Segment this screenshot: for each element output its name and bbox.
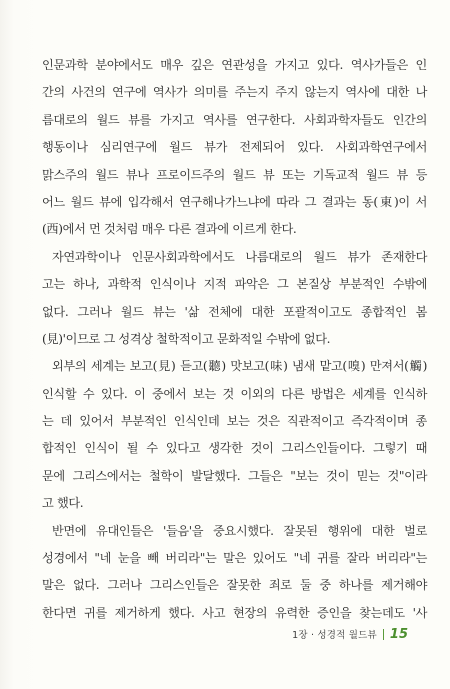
page-footer — [292, 624, 408, 644]
text-line: 없다. 그러나 월드 뷰는 '삶 전체에 대한 포괄적이고도 종합적인 봄 — [42, 304, 427, 319]
paragraph-start-line: 외부의 세계는 보고(見) 듣고(聽) 맛보고(味) 냄새 맡고(嗅) 만져서(觸) — [52, 359, 427, 374]
text-line: 고 했다. — [42, 496, 84, 511]
paragraph-start-line: 자연과학이나 인문사회과학에서도 나름대로의 월드 뷰가 존재한다 — [52, 249, 427, 264]
text-line: 말은 없다. 그러나 그리스인들은 잘못한 죄로 둘 중 하나를 제거해야 — [42, 578, 427, 593]
text-line: 성경에서 "네 눈을 빼 버리라"는 말은 있어도 "네 귀를 잘라 버리라"는 — [42, 551, 427, 566]
text-line: 어느 월드 뷰에 입각해서 연구해나가느냐에 따라 그 결과는 동(東)이 서 — [42, 194, 427, 209]
text-line: 합적인 인식이 될 수 있다고 생각한 것이 그리스인들이다. 그렇기 때 — [42, 441, 427, 456]
text-line: 인문과학 분야에서도 매우 깊은 연관성을 가지고 있다. 역사가들은 인 — [42, 58, 427, 72]
text-line: 고는 하나, 과학적 인식이나 지적 파악은 그 본질상 부분적인 수밖에 — [42, 277, 427, 292]
page-number: 15 — [389, 626, 408, 642]
text-line: 는 데 있어서 부분적인 인식인데 보는 것은 직관적이고 즉각적이며 종 — [42, 414, 427, 429]
text-line: 한다면 귀를 제거하게 했다. 사고 현장의 유력한 증인을 찾는데도 '사 — [42, 605, 427, 620]
text-line: 름대로의 월드 뷰를 가지고 역사를 연구한다. 사회과학자들도 인간의 — [42, 112, 427, 127]
text-line: (西)에서 먼 것처럼 매우 다른 결과에 이르게 한다. — [42, 222, 297, 237]
running-head: 1장 · 성경적 월드뷰 — [292, 630, 377, 641]
text-line: 맑스주의 월드 뷰나 프로이드주의 월드 뷰 또는 기독교적 월드 뷰 등 — [42, 167, 427, 182]
footer-divider — [383, 629, 384, 640]
text-line: (見)'이므로 그 성격상 철학적이고 문화적일 수밖에 없다. — [42, 331, 331, 346]
paragraph-start-line: 반면에 유대인들은 '들음'을 중요시했다. 잘못된 행위에 대한 벌로 — [52, 523, 427, 538]
text-line: 행동이나 심리연구에 월드 뷰가 전제되어 있다. 사회과학연구에서 — [42, 140, 427, 155]
text-line: 문에 그리스에서는 철학이 발달했다. 그들은 "보는 것이 믿는 것"이라 — [42, 468, 427, 483]
text-line: 인식할 수 있다. 이 중에서 보는 것 이외의 다른 방법은 세계를 인식하 — [42, 386, 427, 401]
text-line: 간의 사건의 연구에 역사가 의미를 주는지 주지 않는지 역사에 대한 나 — [42, 85, 427, 100]
body-text — [42, 52, 427, 627]
